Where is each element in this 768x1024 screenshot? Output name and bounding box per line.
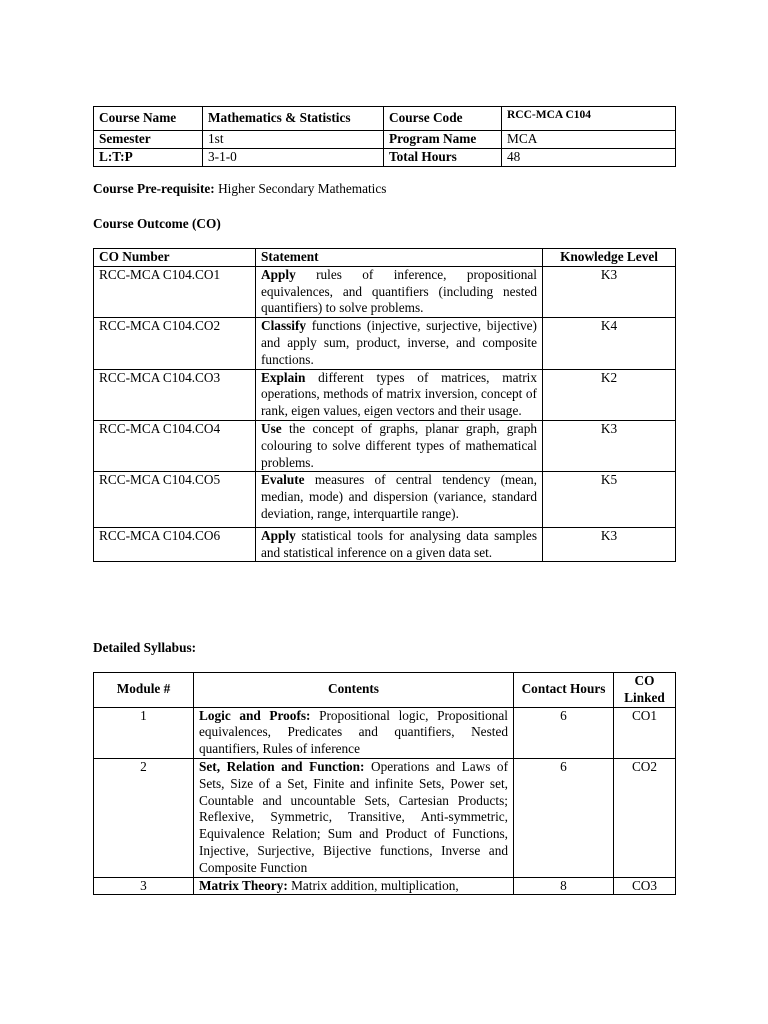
co-linked: CO3 (614, 877, 676, 895)
table-row (94, 369, 676, 420)
ltp-label: L:T:P (94, 148, 203, 166)
program-name-value: MCA (502, 131, 676, 149)
module-contents: Logic and Proofs: Propositional logic, Propositional equivalences, Predicates and quantifiers, Nested quantifiers, Rules of inference (194, 707, 514, 758)
co-statement: Evalute measures of central tendency (mean, median, mode) and dispersion (variance, standard deviation, range, interquartile range). (256, 472, 543, 527)
knowledge-level: K3 (543, 420, 676, 471)
knowledge-level: K4 (543, 318, 676, 369)
statement-header: Statement (256, 249, 543, 267)
co-statement: Apply rules of inference, propositional equivalences, and quantifiers (including nested quantifiers) to solve problems. (256, 266, 543, 317)
course-outcome-heading: Course Outcome (CO) (93, 216, 221, 231)
co-number: RCC-MCA C104.CO6 (94, 527, 256, 562)
course-code-value: RCC-MCA C104 (502, 107, 676, 131)
table-row (94, 758, 676, 877)
co-statement: Apply statistical tools for analysing data samples and statistical inference on a given data set. (256, 527, 543, 562)
knowledge-level: K5 (543, 472, 676, 527)
semester-value: 1st (203, 131, 384, 149)
co-statement: Classify functions (injective, surjective, bijective) and apply sum, product, inverse, and composite functions. (256, 318, 543, 369)
table-row (94, 877, 676, 895)
syllabus-heading: Detailed Syllabus: (93, 640, 197, 655)
module-contents: Matrix Theory: Matrix addition, multiplication, (194, 877, 514, 895)
module-header: Module # (94, 673, 194, 708)
module-number: 3 (94, 877, 194, 895)
course-info-table (93, 106, 676, 167)
course-name-value: Mathematics & Statistics (203, 107, 384, 131)
course-outcome-table (93, 248, 676, 562)
co-number: RCC-MCA C104.CO1 (94, 266, 256, 317)
knowledge-level-header: Knowledge Level (543, 249, 676, 267)
knowledge-level: K3 (543, 266, 676, 317)
co-statement: Use the concept of graphs, planar graph, graph colouring to solve different types of mathematical problems. (256, 420, 543, 471)
co-number: RCC-MCA C104.CO5 (94, 472, 256, 527)
table-row (94, 266, 676, 317)
total-hours-label: Total Hours (384, 148, 502, 166)
table-row (94, 318, 676, 369)
table-row (94, 527, 676, 562)
table-row (94, 420, 676, 471)
contact-hours: 8 (514, 877, 614, 895)
prerequisite-value: Higher Secondary Mathematics (214, 181, 387, 196)
module-number: 2 (94, 758, 194, 877)
co-number: RCC-MCA C104.CO4 (94, 420, 256, 471)
contents-header: Contents (194, 673, 514, 708)
table-row (94, 472, 676, 527)
course-name-label: Course Name (94, 107, 203, 131)
program-name-label: Program Name (384, 131, 502, 149)
contact-hours: 6 (514, 707, 614, 758)
co-linked: CO2 (614, 758, 676, 877)
prerequisite-line (93, 181, 386, 198)
module-contents: Set, Relation and Function: Operations and Laws of Sets, Size of a Set, Finite and infinite Sets, Power set, Countable and uncountable Sets, Cartesian Products; Reflexive, Symmetric, Transitive, Anti-symmetric, Equivalence Relation; Sum and Product of Functions, Injective, Surjective, Bijective functions, Inverse and Composite Function (194, 758, 514, 877)
prerequisite-label: Course Pre-requisite: (93, 181, 215, 196)
knowledge-level: K3 (543, 527, 676, 562)
co-linked-header: CO Linked (614, 673, 676, 708)
semester-label: Semester (94, 131, 203, 149)
table-row (94, 707, 676, 758)
co-linked: CO1 (614, 707, 676, 758)
co-number: RCC-MCA C104.CO2 (94, 318, 256, 369)
co-number: RCC-MCA C104.CO3 (94, 369, 256, 420)
module-number: 1 (94, 707, 194, 758)
knowledge-level: K2 (543, 369, 676, 420)
contact-hours: 6 (514, 758, 614, 877)
course-code-label: Course Code (384, 107, 502, 131)
contact-hours-header: Contact Hours (514, 673, 614, 708)
total-hours-value: 48 (502, 148, 676, 166)
syllabus-table (93, 672, 676, 895)
co-number-header: CO Number (94, 249, 256, 267)
ltp-value: 3-1-0 (203, 148, 384, 166)
co-statement: Explain different types of matrices, matrix operations, methods of matrix inversion, concept of rank, eigen values, eigen vectors and their usage. (256, 369, 543, 420)
